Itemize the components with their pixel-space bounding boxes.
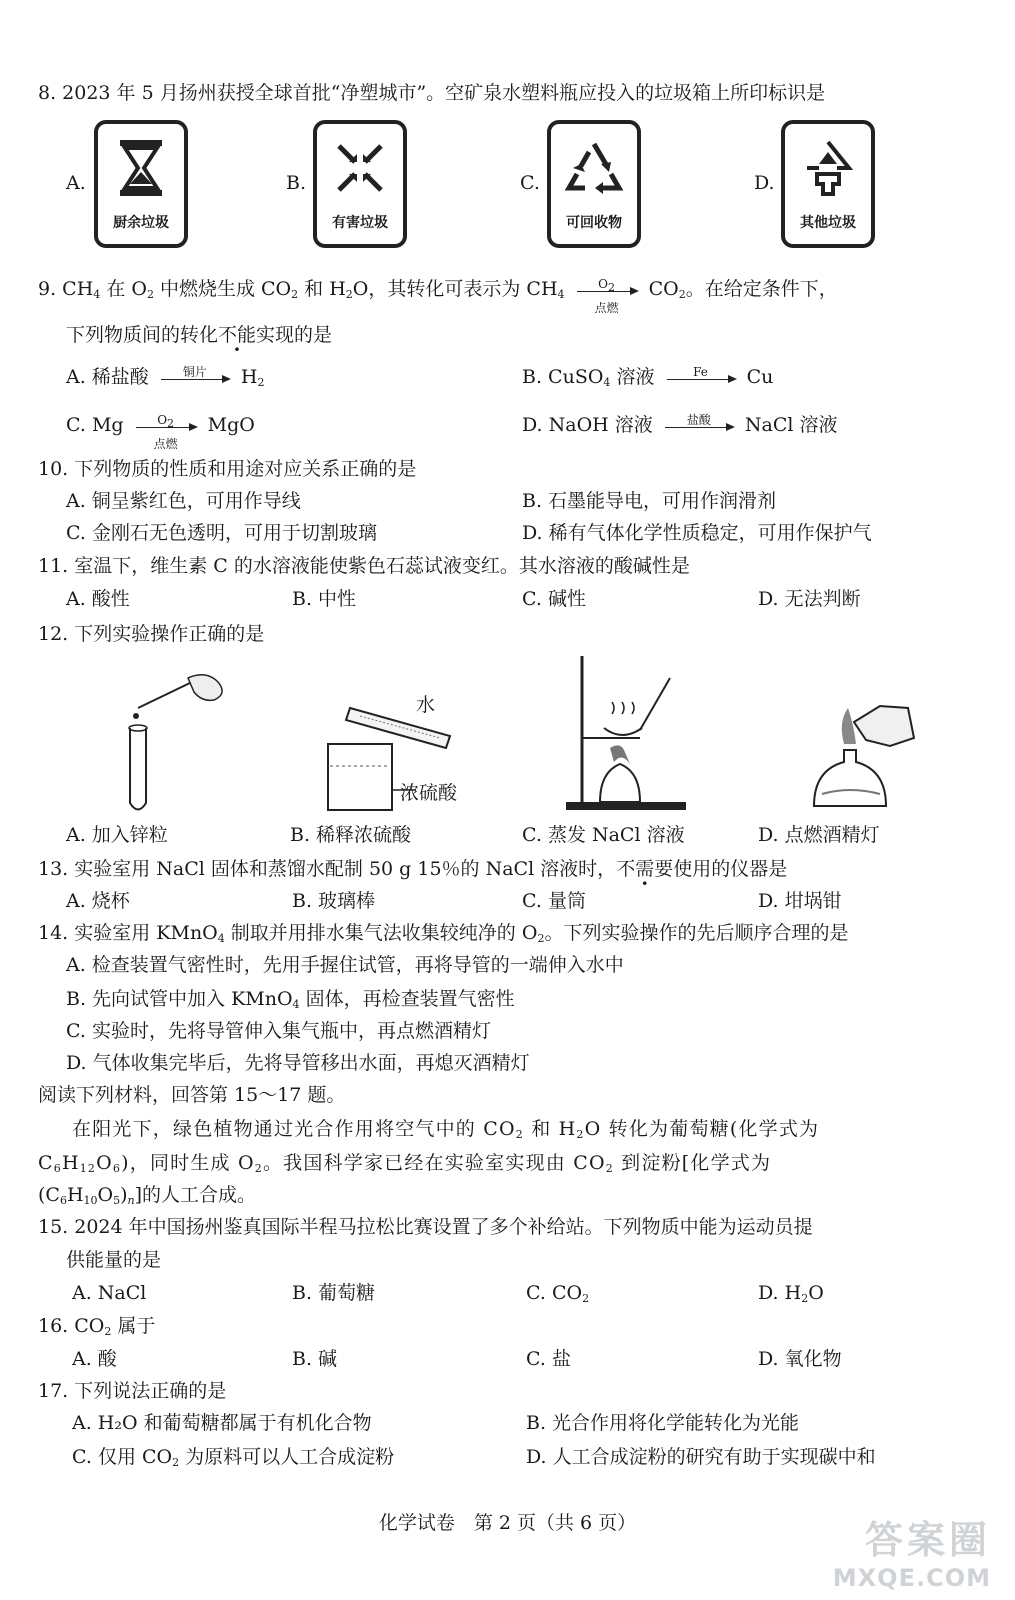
recycle-icon bbox=[561, 138, 627, 198]
reading-paragraph-line2: $C_6H_{12}O_6$)，同时生成 $O_2$。我国科学家已经在实验室实现由 $CO_2$ 到淀粉[化学式为 bbox=[38, 1152, 772, 1175]
q9-option-c: C. Mg $O_2$ 点燃 MgO bbox=[66, 412, 255, 451]
reading-intro: 阅读下列材料，回答第 15～17 题。 bbox=[38, 1084, 346, 1106]
q14-option-a: A. 检查装置气密性时，先用手握住试管，再将导管的一端伸入水中 bbox=[66, 954, 624, 976]
q14-option-b: B. 先向试管中加入 KMnO$_4$ 固体，再检查装置气密性 bbox=[66, 988, 515, 1011]
q16-option-d: D. 氧化物 bbox=[758, 1348, 842, 1370]
watermark-top: 答案圈 bbox=[864, 1518, 991, 1562]
q11-option-a: A. 酸性 bbox=[66, 588, 130, 610]
q11-option-d: D. 无法判断 bbox=[758, 588, 861, 610]
reading-paragraph-line1: 在阳光下，绿色植物通过光合作用将空气中的 $CO_2$ 和 $H_2O$ 转化为葡萄糖(化学式为 bbox=[72, 1118, 820, 1141]
q17-option-b: B. 光合作用将化学能转化为光能 bbox=[526, 1412, 800, 1434]
q16-option-a: A. 酸 bbox=[72, 1348, 117, 1370]
q15-option-c: C. $CO_2$ bbox=[526, 1282, 590, 1305]
q11-stem: 11. 室温下，维生素 C 的水溶液能使紫色石蕊试液变红。其水溶液的酸碱性是 bbox=[38, 555, 690, 577]
q15-stem-line2: 供能量的是 bbox=[66, 1249, 162, 1271]
q8-option-d-bin bbox=[781, 120, 875, 248]
q17-option-a: A. H₂O 和葡萄糖都属于有机化合物 bbox=[72, 1412, 372, 1434]
q12-label-water: 水 bbox=[416, 694, 436, 716]
q8-stem: 8. 2023 年 5 月扬州获授全球首批“净塑城市”。空矿泉水塑料瓶应投入的垃圾箱上所印标识是 bbox=[38, 82, 826, 104]
q17-stem: 17. 下列说法正确的是 bbox=[38, 1380, 227, 1402]
q13-stem: 13. 实验室用 NaCl 固体和蒸馏水配制 50 g 15％的 NaCl 溶液时，不需要使用的仪器是 bbox=[38, 858, 788, 880]
q16-option-b: B. 碱 bbox=[292, 1348, 338, 1370]
q8-option-b-letter: B. bbox=[286, 172, 307, 194]
watermark-bottom: MXQE.COM bbox=[832, 1564, 991, 1592]
q9-stem-line2: 下列物质间的转化不能实现的是 bbox=[66, 324, 333, 346]
q14-option-d: D. 气体收集完毕后，先将导管移出水面，再熄灭酒精灯 bbox=[66, 1052, 530, 1074]
q12-option-b: B. 稀释浓硫酸 bbox=[290, 824, 412, 846]
q12-figure-evaporation bbox=[560, 652, 700, 816]
q9-option-b: B. CuSO$_4$ 溶液 Fe Cu bbox=[522, 364, 774, 389]
q8-option-a-label: 厨余垃圾 bbox=[113, 215, 169, 231]
q17-option-c: C. 仅用 $CO_2$ 为原料可以人工合成淀粉 bbox=[72, 1446, 395, 1469]
q8-option-a-letter: A. bbox=[66, 172, 86, 194]
q12-option-a: A. 加入锌粒 bbox=[66, 824, 168, 846]
q11-option-b: B. 中性 bbox=[292, 588, 357, 610]
q8-option-a-bin bbox=[94, 120, 188, 248]
q8-option-c-bin bbox=[547, 120, 641, 248]
reading-paragraph-line3: $(C_6H_{10}O_5)_n$]的人工合成。 bbox=[38, 1184, 257, 1207]
q10-option-b: B. 石墨能导电，可用作润滑剂 bbox=[522, 490, 777, 512]
q12-figure-adding-zinc bbox=[110, 668, 250, 818]
q15-option-b: B. 葡萄糖 bbox=[292, 1282, 376, 1304]
q8-option-b-label: 有害垃圾 bbox=[332, 215, 388, 231]
q11-option-c: C. 碱性 bbox=[522, 588, 586, 610]
q12-label-acid: 浓硫酸 bbox=[400, 782, 458, 804]
hazard-cross-icon bbox=[327, 138, 393, 198]
q8-option-d-letter: D. bbox=[754, 172, 775, 194]
q13-option-d: D. 坩埚钳 bbox=[758, 890, 842, 912]
other-waste-icon bbox=[795, 138, 861, 198]
q8-option-b-bin bbox=[313, 120, 407, 248]
q9-option-d: D. NaOH 溶液 盐酸 NaCl 溶液 bbox=[522, 412, 838, 436]
q17-option-d: D. 人工合成淀粉的研究有助于实现碳中和 bbox=[526, 1446, 876, 1468]
q12-option-c: C. 蒸发 NaCl 溶液 bbox=[522, 824, 685, 846]
q8-option-d-label: 其他垃圾 bbox=[800, 215, 856, 231]
q8-option-c-letter: C. bbox=[520, 172, 540, 194]
watermark-logo bbox=[833, 1509, 991, 1592]
q13-option-c: C. 量筒 bbox=[522, 890, 586, 912]
q12-figure-lighting-lamp bbox=[810, 682, 920, 812]
q14-option-c: C. 实验时，先将导管伸入集气瓶中，再点燃酒精灯 bbox=[66, 1020, 491, 1042]
q13-option-a: A. 烧杯 bbox=[66, 890, 130, 912]
q9-option-a: A. 稀盐酸 铜片 $H_2$ bbox=[66, 364, 265, 389]
q14-stem: 14. 实验室用 KMnO$_4$ 制取并用排水集气法收集较纯净的 $O_2$。下列实验操作的先后顺序合理的是 bbox=[38, 922, 849, 945]
q15-option-a: A. NaCl bbox=[72, 1282, 147, 1304]
q10-option-d: D. 稀有气体化学性质稳定，可用作保护气 bbox=[522, 522, 872, 544]
page-footer: 化学试卷 第 2 页（共 6 页） bbox=[378, 1512, 637, 1534]
q9-stem: 9. $CH_4$ 在 $O_2$ 中燃烧生成 $CO_2$ 和 $H_2O$，其转化可表示为 $CH_4$ $O_2$ 点燃 $CO_2$。在给定条件下， bbox=[38, 276, 838, 315]
q13-option-b: B. 玻璃棒 bbox=[292, 890, 376, 912]
q8-option-c-label: 可回收物 bbox=[566, 215, 622, 231]
q10-option-a: A. 铜呈紫红色，可用作导线 bbox=[66, 490, 301, 512]
q12-stem: 12. 下列实验操作正确的是 bbox=[38, 623, 265, 645]
q15-stem: 15. 2024 年中国扬州鉴真国际半程马拉松比赛设置了多个补给站。下列物质中能为运动员提 bbox=[38, 1216, 813, 1238]
q16-option-c: C. 盐 bbox=[526, 1348, 571, 1370]
q15-option-d: D. $H_2O$ bbox=[758, 1282, 824, 1305]
q9-emphasis: 不能 bbox=[218, 324, 257, 346]
q9-reaction-arrow: $O_2$ 点燃 bbox=[577, 289, 637, 292]
hourglass-icon bbox=[108, 138, 174, 198]
q16-stem: 16. $CO_2$ 属于 bbox=[38, 1315, 156, 1338]
q13-emphasis: 不需要 bbox=[616, 858, 674, 880]
q12-option-d: D. 点燃酒精灯 bbox=[758, 824, 880, 846]
q10-option-c: C. 金刚石无色透明，可用于切割玻璃 bbox=[66, 522, 377, 544]
q10-stem: 10. 下列物质的性质和用途对应关系正确的是 bbox=[38, 458, 417, 480]
